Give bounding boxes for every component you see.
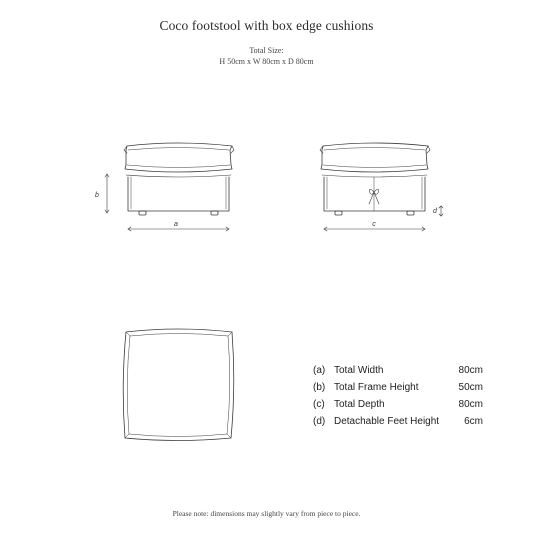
dimension-key: (d) xyxy=(313,416,326,427)
dimension-key: (b) xyxy=(313,382,326,393)
dimension-name: Total Depth xyxy=(334,399,385,410)
marker-d: d xyxy=(433,208,437,215)
marker-a: a xyxy=(174,221,178,228)
dimension-key: (c) xyxy=(313,399,325,410)
dimension-row-b xyxy=(313,379,483,396)
front-view xyxy=(124,143,234,215)
total-size-label: Total Size: xyxy=(249,46,284,55)
dimension-row-d xyxy=(313,413,483,430)
marker-b: b xyxy=(95,192,99,199)
dimension-line-b xyxy=(105,174,109,213)
dimension-name: Total Frame Height xyxy=(334,382,419,393)
disclaimer-note: Please note: dimensions may slightly vary from piece to piece. xyxy=(172,509,361,518)
dimension-value: 80cm xyxy=(458,399,483,410)
dimension-line-d xyxy=(439,206,443,216)
dimension-row-a xyxy=(313,362,483,379)
diagram-title: Coco footstool with box edge cushions xyxy=(159,18,374,33)
side-view xyxy=(320,143,430,215)
top-view xyxy=(123,329,234,441)
dimension-value: 6cm xyxy=(464,416,483,427)
dimension-name: Detachable Feet Height xyxy=(334,416,440,427)
dimension-line-a xyxy=(128,227,229,231)
total-size-value: H 50cm x W 80cm x D 80cm xyxy=(219,57,314,66)
dimension-key: (a) xyxy=(313,365,326,376)
dimension-value: 80cm xyxy=(458,365,483,376)
dimensions-table xyxy=(313,362,483,430)
dimension-name: Total Width xyxy=(334,365,384,376)
marker-c: c xyxy=(372,221,376,228)
dimension-value: 50cm xyxy=(458,382,483,393)
dimension-row-c xyxy=(313,396,483,413)
